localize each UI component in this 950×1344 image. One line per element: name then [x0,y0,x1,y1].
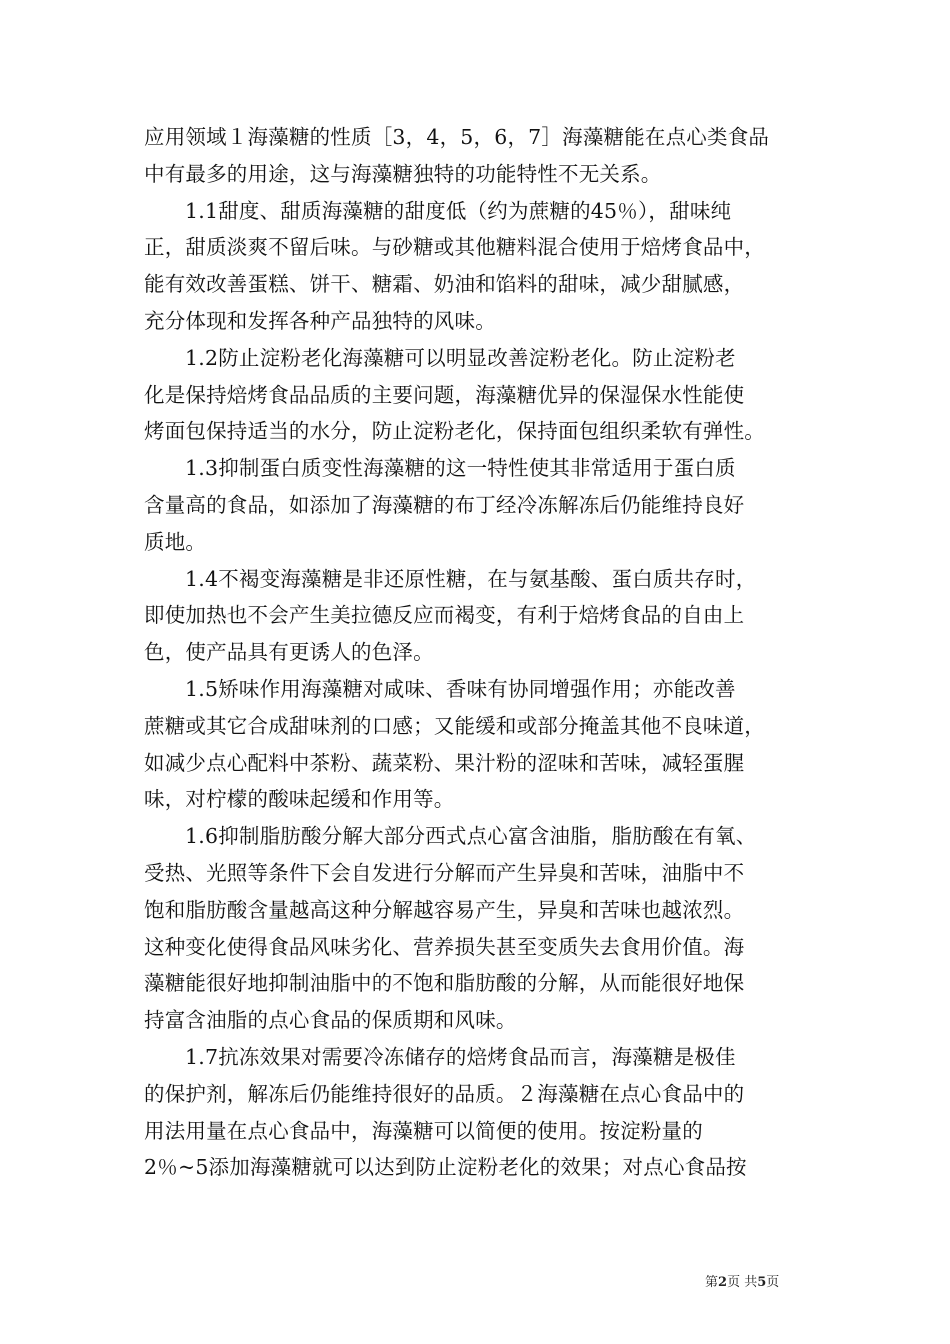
paragraph-start-1-5: 1.5矫味作用海藻糖对咸味、香味有协同增强作用；亦能改善 [185,676,736,701]
text-line: 质地。 [144,529,207,554]
text-line: 即使加热也不会产生美拉德反应而褐变，有利于焙烤食品的自由上 [144,603,745,628]
document-body [144,119,812,1186]
text-line: 中有最多的用途，这与海藻糖独特的功能特性不无关系。 [144,161,662,186]
text-line: 的保护剂，解冻后仍能维持很好的品质。２海藻糖在点心食品中的 [144,1081,745,1106]
text-line: 饱和脂肪酸含量越高这种分解越容易产生，异臭和苦味也越浓烈。 [144,897,745,922]
text-line: 2％~5添加海藻糖就可以达到防止淀粉老化的效果；对点心食品按 [144,1155,747,1180]
text-line: 藻糖能很好地抑制油脂中的不饱和脂肪酸的分解，从而能很好地保 [144,971,745,996]
paragraph-start-1-4: 1.4不褐变海藻糖是非还原性糖，在与氨基酸、蛋白质共存时， [185,566,757,591]
footer-suffix: 页 [766,1275,780,1290]
text-line: 应用领域１海藻糖的性质［3，4，5，6，7］海藻糖能在点心类食品 [144,125,770,149]
text-line: 如减少点心配料中茶粉、蔬菜粉、果汁粉的涩味和苦味，减轻蛋腥 [144,750,745,775]
text-line: 能有效改善蛋糕、饼干、糖霜、奶油和馅料的甜味，减少甜腻感， [144,272,745,297]
text-line: 蔗糖或其它合成甜味剂的口感；又能缓和或部分掩盖其他不良味道， [144,713,765,738]
paragraph-start-1-1: 1.1甜度、甜质海藻糖的甜度低（约为蔗糖的45％），甜味纯 [185,198,732,223]
text-line: 味，对柠檬的酸味起缓和作用等。 [144,787,455,812]
footer-middle: 页 共 [727,1275,758,1290]
current-page-number: 2 [718,1275,728,1290]
paragraph-start-1-2: 1.2防止淀粉老化海藻糖可以明显改善淀粉老化。防止淀粉老 [185,345,736,370]
paragraph-start-1-3: 1.3抑制蛋白质变性海藻糖的这一特性使其非常适用于蛋白质 [185,456,736,481]
text-line: 正，甜质淡爽不留后味。与砂糖或其他糖料混合使用于焙烤食品中， [144,235,765,260]
footer-prefix: 第 [705,1275,719,1290]
text-line: 这种变化使得食品风味劣化、营养损失甚至变质失去食用价值。海 [144,934,745,959]
text-line: 充分体现和发挥各种产品独特的风味。 [144,308,496,333]
text-line: 用法用量在点心食品中，海藻糖可以简便的使用。按淀粉量的 [144,1118,703,1143]
text-line: 受热、光照等条件下会自发进行分解而产生异臭和苦味，油脂中不 [144,860,745,885]
text-line: 烤面包保持适当的水分，防止淀粉老化，保持面包组织柔软有弹性。 [144,419,765,444]
total-page-number: 5 [757,1275,767,1290]
paragraph-start-1-6: 1.6抑制脂肪酸分解大部分西式点心富含油脂，脂肪酸在有氧、 [185,824,757,849]
text-line: 持富含油脂的点心食品的保质期和风味。 [144,1008,517,1033]
paragraph-start-1-7: 1.7抗冻效果对需要冷冻储存的焙烤食品而言，海藻糖是极佳 [185,1044,736,1069]
page-number-footer [705,1271,779,1290]
text-line: 含量高的食品，如添加了海藻糖的布丁经冷冻解冻后仍能维持良好 [144,492,745,517]
text-line: 化是保持焙烤食品品质的主要问题，海藻糖优异的保湿保水性能使 [144,382,745,407]
text-line: 色，使产品具有更诱人的色泽。 [144,640,434,665]
